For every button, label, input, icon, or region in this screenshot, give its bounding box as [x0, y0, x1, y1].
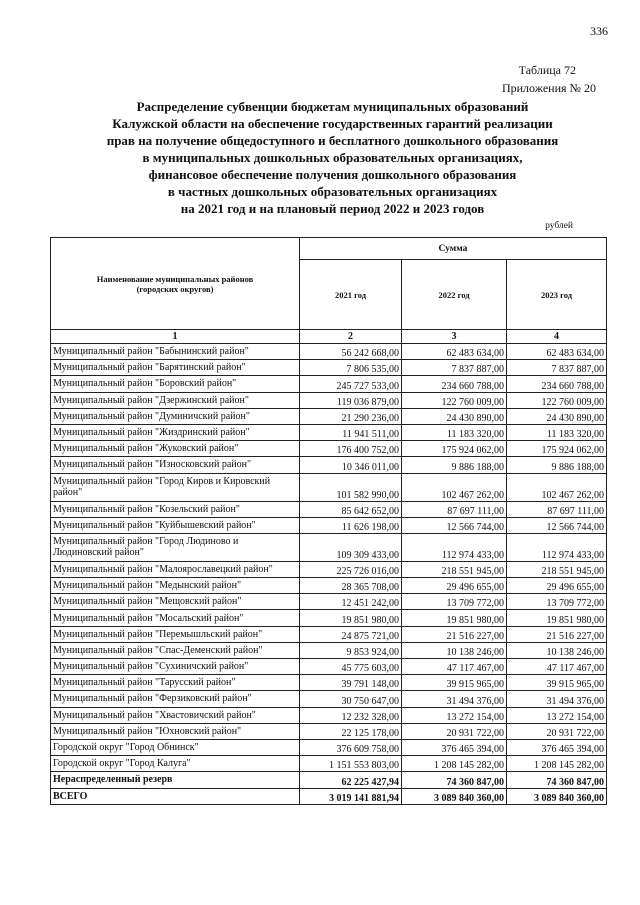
year-2022-header: 2022 год	[402, 260, 507, 330]
value-2021-cell: 24 875 721,00	[300, 626, 402, 642]
table-row	[51, 788, 607, 804]
table-row	[51, 772, 607, 788]
value-2023-cell: 102 467 262,00	[507, 473, 607, 501]
value-2021-cell: 9 853 924,00	[300, 642, 402, 658]
municipality-name-cell: ВСЕГО	[51, 788, 300, 804]
value-2023-cell: 62 483 634,00	[507, 344, 607, 360]
table-row	[51, 561, 607, 577]
value-2023-cell: 39 915 965,00	[507, 675, 607, 691]
value-2021-cell: 30 750 647,00	[300, 691, 402, 707]
title-line: финансовое обеспечение получения дошкольного образования	[148, 167, 517, 182]
table-row	[51, 707, 607, 723]
table-row	[51, 344, 607, 360]
municipality-name-cell: Муниципальный район "Ферзиковский район"	[51, 691, 300, 707]
value-2022-cell: 31 494 376,00	[402, 691, 507, 707]
value-2022-cell: 24 430 890,00	[402, 408, 507, 424]
municipality-name-cell: Муниципальный район "Думиничский район"	[51, 408, 300, 424]
value-2023-cell: 31 494 376,00	[507, 691, 607, 707]
value-2021-cell: 225 726 016,00	[300, 561, 402, 577]
municipality-name-cell: Муниципальный район "Малоярославецкий район"	[51, 561, 300, 577]
table-row	[51, 675, 607, 691]
title-line: в муниципальных дошкольных образовательных организациях,	[142, 150, 523, 165]
value-2021-cell: 101 582 990,00	[300, 473, 402, 501]
table-row	[51, 594, 607, 610]
title-line: в частных дошкольных образовательных организациях	[167, 184, 498, 199]
table-row	[51, 739, 607, 755]
currency-unit: рублей	[545, 221, 573, 231]
value-2021-cell: 22 125 178,00	[300, 723, 402, 739]
municipality-name-cell: Муниципальный район "Юхновский район"	[51, 723, 300, 739]
municipality-name-cell: Муниципальный район "Барятинский район"	[51, 360, 300, 376]
municipality-name-cell: Городской округ "Город Калуга"	[51, 756, 300, 772]
value-2023-cell: 13 709 772,00	[507, 594, 607, 610]
appendix-reference: Приложения № 20	[501, 81, 596, 95]
value-2021-cell: 56 242 668,00	[300, 344, 402, 360]
municipality-name-cell: Муниципальный район "Мещовский район"	[51, 594, 300, 610]
value-2021-cell: 7 806 535,00	[300, 360, 402, 376]
value-2023-cell: 19 851 980,00	[507, 610, 607, 626]
value-2021-cell: 11 941 511,00	[300, 424, 402, 440]
title-line: Калужской области на обеспечение государственных гарантий реализации	[112, 116, 553, 131]
value-2023-cell: 218 551 945,00	[507, 561, 607, 577]
value-2023-cell: 234 660 788,00	[507, 376, 607, 392]
value-2023-cell: 87 697 111,00	[507, 501, 607, 517]
column-number: 1	[51, 330, 300, 344]
table-row	[51, 441, 607, 457]
value-2021-cell: 21 290 236,00	[300, 408, 402, 424]
year-2023-header: 2023 год	[507, 260, 607, 330]
table-row	[51, 756, 607, 772]
value-2022-cell: 39 915 965,00	[402, 675, 507, 691]
table-row	[51, 659, 607, 675]
municipality-name-cell: Муниципальный район "Город Людиново и Людиновский район"	[51, 533, 300, 561]
value-2022-cell: 102 467 262,00	[402, 473, 507, 501]
value-2021-cell: 376 609 758,00	[300, 739, 402, 755]
value-2022-cell: 74 360 847,00	[402, 772, 507, 788]
municipality-name-cell: Муниципальный район "Хвастовичский район"	[51, 707, 300, 723]
value-2023-cell: 47 117 467,00	[507, 659, 607, 675]
table-row	[51, 610, 607, 626]
table-row	[51, 501, 607, 517]
municipality-name-cell: Муниципальный район "Медынский район"	[51, 578, 300, 594]
municipality-name-cell: Муниципальный район "Город Киров и Кировский район"	[51, 473, 300, 501]
value-2022-cell: 10 138 246,00	[402, 642, 507, 658]
value-2022-cell: 175 924 062,00	[402, 441, 507, 457]
table-row	[51, 376, 607, 392]
value-2022-cell: 9 886 188,00	[402, 457, 507, 473]
value-2022-cell: 122 760 009,00	[402, 392, 507, 408]
value-2023-cell: 12 566 744,00	[507, 517, 607, 533]
table-row	[51, 473, 607, 501]
column-number: 3	[402, 330, 507, 344]
value-2022-cell: 20 931 722,00	[402, 723, 507, 739]
value-2021-cell: 28 365 708,00	[300, 578, 402, 594]
table-row	[51, 457, 607, 473]
value-2023-cell: 112 974 433,00	[507, 533, 607, 561]
municipality-name-cell: Городской округ "Город Обнинск"	[51, 739, 300, 755]
title-line: на 2021 год и на плановый период 2022 и 2023 годов	[180, 201, 485, 216]
value-2023-cell: 74 360 847,00	[507, 772, 607, 788]
title-line: прав на получение общедоступного и бесплатного дошкольного образования	[106, 133, 559, 148]
value-2021-cell: 176 400 752,00	[300, 441, 402, 457]
year-2021-header: 2021 год	[300, 260, 402, 330]
value-2023-cell: 10 138 246,00	[507, 642, 607, 658]
value-2022-cell: 234 660 788,00	[402, 376, 507, 392]
value-2021-cell: 45 775 603,00	[300, 659, 402, 675]
municipality-name-cell: Муниципальный район "Куйбышевский район"	[51, 517, 300, 533]
document-title	[70, 98, 595, 217]
value-2021-cell: 12 232 328,00	[300, 707, 402, 723]
table-row	[51, 533, 607, 561]
value-2022-cell: 13 709 772,00	[402, 594, 507, 610]
value-2022-cell: 12 566 744,00	[402, 517, 507, 533]
sum-header: Сумма	[300, 238, 607, 260]
value-2022-cell: 19 851 980,00	[402, 610, 507, 626]
page-number: 336	[590, 24, 608, 38]
municipality-name-cell: Муниципальный район "Жуковский район"	[51, 441, 300, 457]
value-2021-cell: 12 451 242,00	[300, 594, 402, 610]
municipality-name-cell: Муниципальный район "Боровский район"	[51, 376, 300, 392]
table-row	[51, 408, 607, 424]
title-line: Распределение субвенции бюджетам муниципальных образований	[136, 99, 529, 114]
municipality-name-cell: Муниципальный район "Износковский район"	[51, 457, 300, 473]
value-2022-cell: 112 974 433,00	[402, 533, 507, 561]
value-2022-cell: 7 837 887,00	[402, 360, 507, 376]
value-2021-cell: 19 851 980,00	[300, 610, 402, 626]
value-2022-cell: 3 089 840 360,00	[402, 788, 507, 804]
value-2022-cell: 62 483 634,00	[402, 344, 507, 360]
value-2023-cell: 122 760 009,00	[507, 392, 607, 408]
subvention-table	[50, 237, 607, 805]
table-row	[51, 360, 607, 376]
table-row	[51, 626, 607, 642]
value-2021-cell: 10 346 011,00	[300, 457, 402, 473]
value-2023-cell: 3 089 840 360,00	[507, 788, 607, 804]
value-2023-cell: 20 931 722,00	[507, 723, 607, 739]
value-2023-cell: 9 886 188,00	[507, 457, 607, 473]
table-row	[51, 578, 607, 594]
column-number: 4	[507, 330, 607, 344]
value-2021-cell: 109 309 433,00	[300, 533, 402, 561]
name-column-header	[51, 238, 300, 330]
value-2021-cell: 62 225 427,94	[300, 772, 402, 788]
column-number: 2	[300, 330, 402, 344]
municipality-name-cell: Муниципальный район "Тарусский район"	[51, 675, 300, 691]
municipality-name-cell: Муниципальный район "Спас-Деменский район"	[51, 642, 300, 658]
municipality-name-cell: Муниципальный район "Сухиничский район"	[51, 659, 300, 675]
municipality-name-cell: Муниципальный район "Перемышльский район"	[51, 626, 300, 642]
value-2022-cell: 87 697 111,00	[402, 501, 507, 517]
value-2021-cell: 1 151 553 803,00	[300, 756, 402, 772]
municipality-name-cell: Муниципальный район "Бабынинский район"	[51, 344, 300, 360]
value-2023-cell: 376 465 394,00	[507, 739, 607, 755]
value-2021-cell: 39 791 148,00	[300, 675, 402, 691]
value-2021-cell: 85 642 652,00	[300, 501, 402, 517]
value-2022-cell: 11 183 320,00	[402, 424, 507, 440]
value-2023-cell: 24 430 890,00	[507, 408, 607, 424]
municipality-name-cell: Муниципальный район "Дзержинский район"	[51, 392, 300, 408]
municipality-name-cell: Муниципальный район "Козельский район"	[51, 501, 300, 517]
value-2022-cell: 13 272 154,00	[402, 707, 507, 723]
municipality-name-cell: Муниципальный район "Мосальский район"	[51, 610, 300, 626]
value-2023-cell: 29 496 655,00	[507, 578, 607, 594]
table-row	[51, 424, 607, 440]
value-2023-cell: 7 837 887,00	[507, 360, 607, 376]
table-row	[51, 691, 607, 707]
municipality-name-cell: Муниципальный район "Жиздринский район"	[51, 424, 300, 440]
value-2023-cell: 175 924 062,00	[507, 441, 607, 457]
value-2022-cell: 218 551 945,00	[402, 561, 507, 577]
name-header-line1: Наименование муниципальных районов	[96, 273, 254, 284]
value-2022-cell: 21 516 227,00	[402, 626, 507, 642]
table-body	[51, 344, 607, 805]
value-2021-cell: 119 036 879,00	[300, 392, 402, 408]
value-2023-cell: 21 516 227,00	[507, 626, 607, 642]
value-2023-cell: 1 208 145 282,00	[507, 756, 607, 772]
name-header-line2: (городских округов)	[136, 283, 214, 294]
value-2022-cell: 1 208 145 282,00	[402, 756, 507, 772]
value-2022-cell: 29 496 655,00	[402, 578, 507, 594]
value-2022-cell: 47 117 467,00	[402, 659, 507, 675]
value-2022-cell: 376 465 394,00	[402, 739, 507, 755]
table-row	[51, 642, 607, 658]
municipality-name-cell: Нераспределенный резерв	[51, 772, 300, 788]
table-row	[51, 517, 607, 533]
table-row	[51, 723, 607, 739]
table-reference: Таблица 72	[518, 63, 576, 77]
table-row	[51, 392, 607, 408]
value-2021-cell: 245 727 533,00	[300, 376, 402, 392]
value-2023-cell: 11 183 320,00	[507, 424, 607, 440]
value-2021-cell: 11 626 198,00	[300, 517, 402, 533]
value-2021-cell: 3 019 141 881,94	[300, 788, 402, 804]
value-2023-cell: 13 272 154,00	[507, 707, 607, 723]
